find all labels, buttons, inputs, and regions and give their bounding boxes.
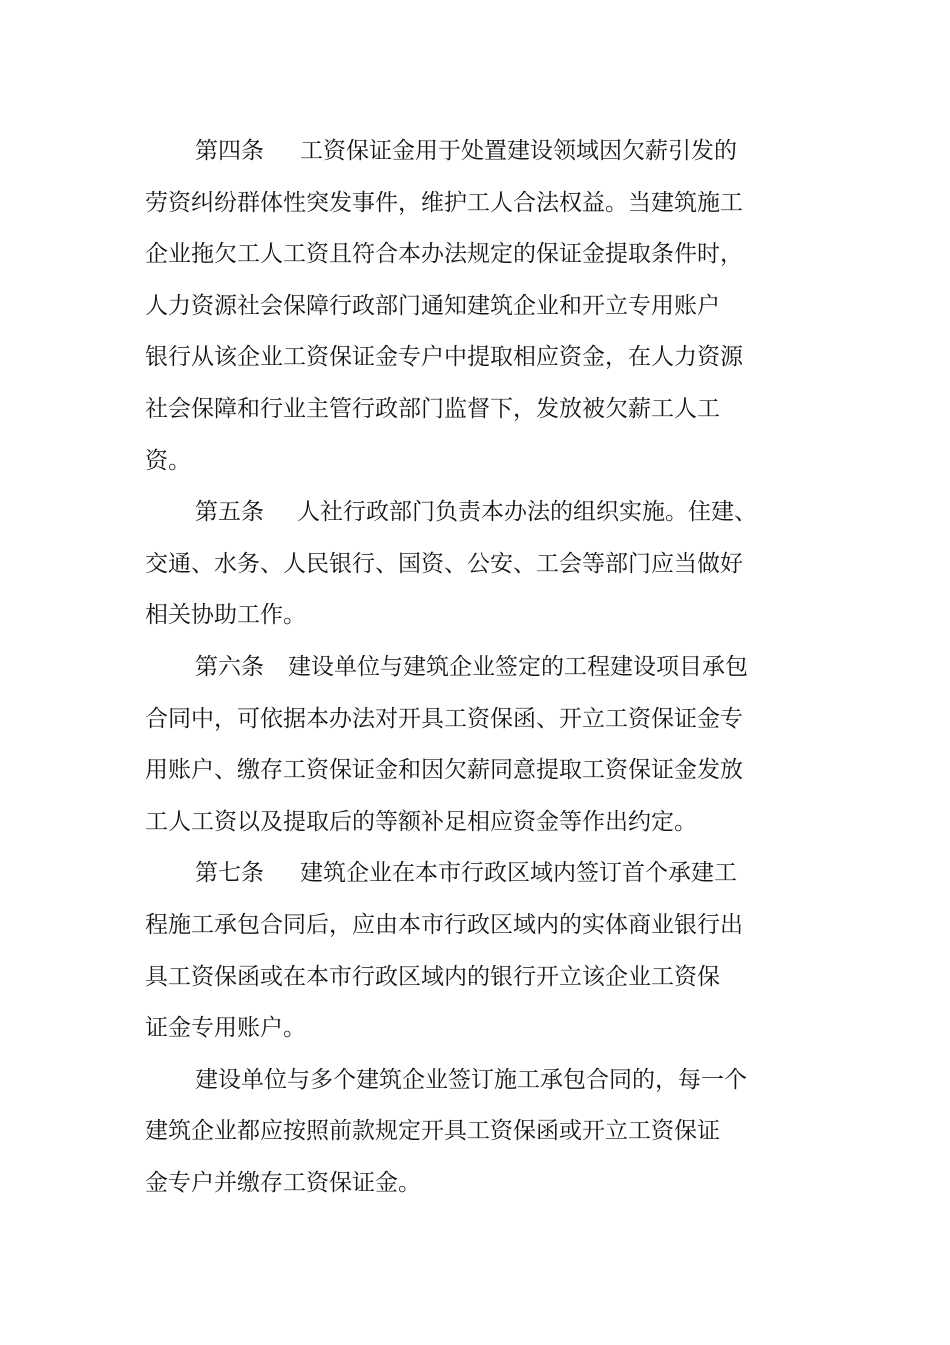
article-6-line-1 — [145, 642, 765, 694]
article-7-text-1: 建筑企业在本市行政区域内签订首个承建工 — [300, 860, 737, 887]
article-6-line-2: 合同中，可依据本办法对开具工资保函、开立工资保证金专 — [145, 705, 743, 732]
article-4-line-6: 社会保障和行业主管行政部门监督下，发放被欠薪工人工 — [145, 395, 720, 422]
article-6-line-3: 用账户、缴存工资保证金和因欠薪同意提取工资保证金发放 — [145, 757, 743, 784]
article-5-line-1 — [145, 487, 765, 539]
article-7-paragraph-2 — [145, 1055, 765, 1210]
article-4-number: 第四条 — [195, 138, 264, 164]
article-7-number: 第七条 — [195, 860, 264, 887]
article-7-line-2: 程施工承包合同后，应由本市行政区域内的实体商业银行出 — [145, 911, 743, 938]
paragraph-line-1: 建设单位与多个建筑企业签订施工承包合同的，每一个 — [195, 1066, 747, 1093]
article-7-line-4: 证金专用账户。 — [145, 1015, 306, 1042]
article-6-text-1: 建设单位与建筑企业签定的工程建设项目承包 — [288, 653, 748, 680]
paragraph-line-2: 建筑企业都应按照前款规定开具工资保函或开立工资保证 — [145, 1118, 720, 1145]
article-6 — [145, 642, 765, 848]
article-5-line-3: 相关协助工作。 — [145, 602, 306, 629]
article-4 — [145, 126, 765, 487]
article-7-line-3: 具工资保函或在本市行政区域内的银行开立该企业工资保 — [145, 963, 720, 990]
article-6-number: 第六条 — [195, 653, 264, 680]
article-7 — [145, 848, 765, 1054]
article-4-line-2: 劳资纠纷群体性突发事件，维护工人合法权益。当建筑施工 — [145, 189, 743, 216]
article-5-line-2: 交通、水务、人民银行、国资、公安、工会等部门应当做好 — [145, 550, 743, 577]
article-4-text-1: 工资保证金用于处置建设领域因欠薪引发的 — [300, 138, 737, 164]
article-7-line-1 — [145, 848, 765, 900]
article-4-line-1 — [145, 126, 765, 178]
article-4-line-3: 企业拖欠工人工资且符合本办法规定的保证金提取条件时， — [145, 241, 743, 268]
article-6-line-4: 工人工资以及提取后的等额补足相应资金等作出约定。 — [145, 808, 697, 835]
article-4-line-5: 银行从该企业工资保证金专户中提取相应资金，在人力资源 — [145, 344, 743, 371]
paragraph-line-3: 金专户并缴存工资保证金。 — [145, 1169, 421, 1196]
article-5 — [145, 487, 765, 642]
article-4-line-4: 人力资源社会保障行政部门通知建筑企业和开立专用账户 — [145, 292, 720, 319]
article-5-text-1: 人社行政部门负责本办法的组织实施。住建、 — [297, 499, 757, 526]
article-5-number: 第五条 — [195, 499, 264, 526]
article-4-line-7: 资。 — [145, 447, 191, 474]
document-body — [145, 126, 765, 1209]
